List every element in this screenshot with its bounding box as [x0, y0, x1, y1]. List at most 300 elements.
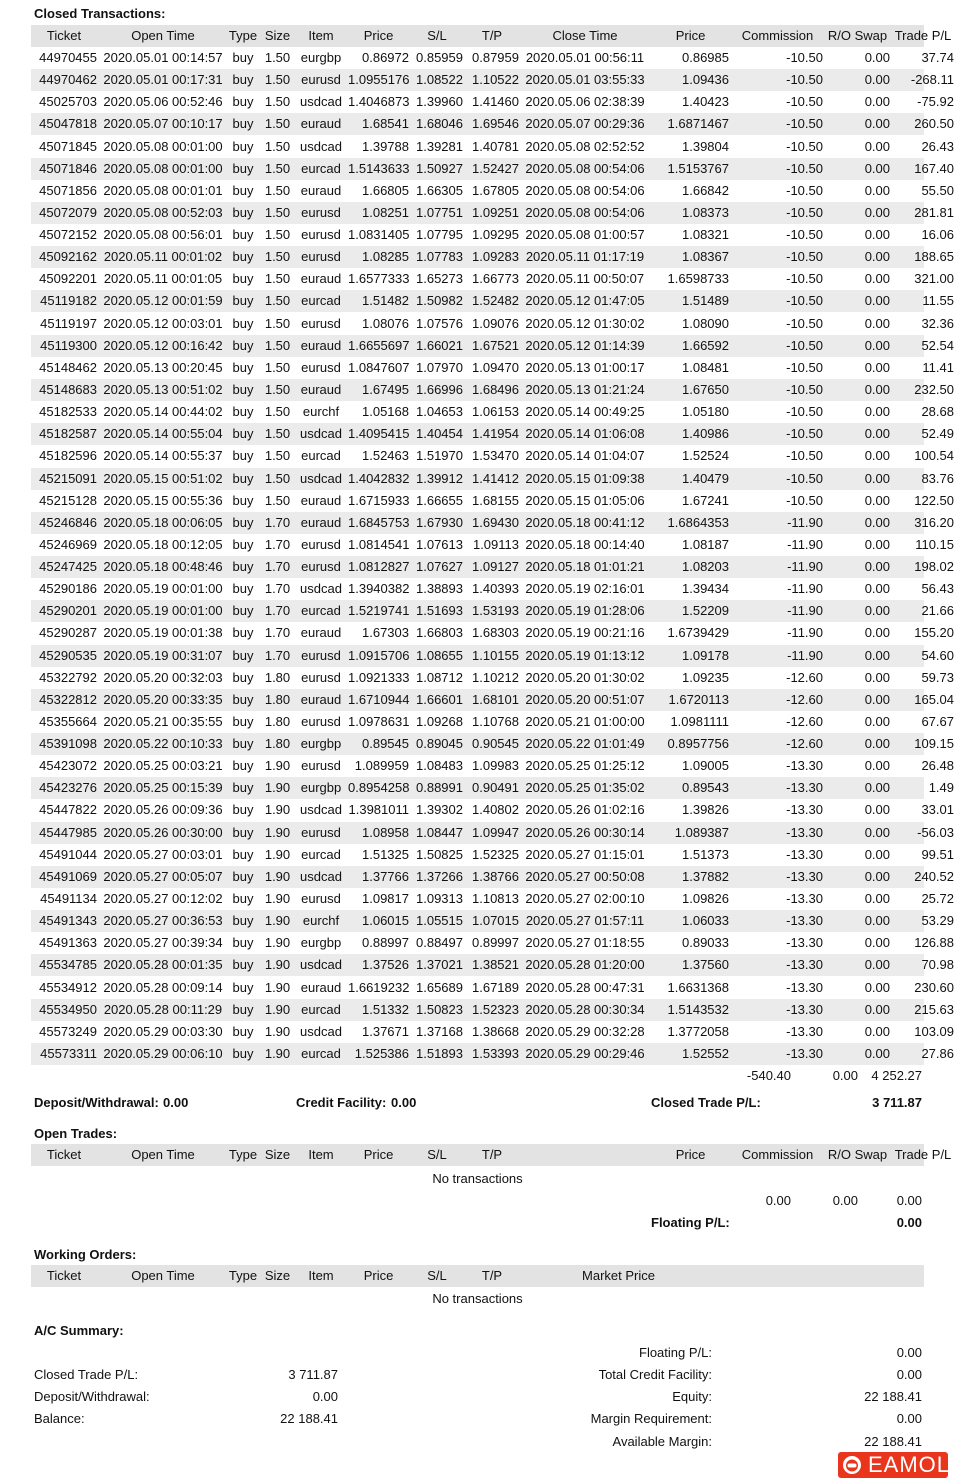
column-header: S/L	[427, 1147, 447, 1162]
cell-item: eurusd	[301, 249, 341, 265]
cell-open-time: 2020.05.18 00:48:46	[103, 559, 223, 574]
cell-size: 1.90	[264, 890, 291, 906]
cell-item: eurgbp	[300, 780, 342, 796]
cell-ticket: 45092201	[39, 271, 97, 287]
cell-close-time: 2020.05.07 00:29:36	[525, 116, 645, 132]
cell-close-price: 1.089387	[674, 824, 729, 840]
cell-ticket: 45491363	[39, 935, 97, 951]
cell-close-time: 2020.05.18 00:41:12	[525, 514, 645, 530]
cell-open-time: 2020.05.25 00:15:39	[103, 780, 223, 796]
cell-close-price: 1.08203	[682, 559, 729, 574]
cell-open-time: 2020.05.20 00:33:35	[103, 691, 223, 707]
column-header: Trade P/L	[894, 1147, 952, 1162]
cell-item: eurchf	[302, 404, 340, 420]
cell-size: 1.90	[264, 758, 291, 774]
cell-trade-pl: 53.29	[921, 913, 954, 929]
cell-open-time: 2020.05.14 00:55:04	[103, 426, 223, 442]
closed-total-pl: 4 252.27	[871, 1068, 922, 1083]
cell-open-time: 2020.05.08 00:01:00	[103, 138, 223, 154]
cell-ticket: 45119300	[40, 337, 97, 353]
cell-swap: 0.00	[864, 426, 890, 442]
cell-swap: 0.00	[864, 824, 890, 840]
cell-type: buy	[232, 116, 254, 132]
cell-open-time: 2020.05.21 00:35:55	[103, 713, 223, 729]
cell-ticket: 44970455	[39, 50, 97, 65]
cell-trade-pl: 110.15	[915, 536, 954, 552]
cell-close-time: 2020.05.15 01:05:06	[525, 492, 645, 508]
cell-open-time: 2020.05.18 00:12:05	[103, 536, 223, 552]
ac-equity-label: Equity:	[672, 1389, 712, 1404]
cell-item: eurusd	[301, 359, 341, 375]
cell-tp: 1.53393	[472, 1045, 519, 1061]
cell-open-time: 2020.05.13 00:20:45	[103, 359, 223, 375]
cell-sl: 1.07627	[416, 559, 463, 574]
cell-item: eurusd	[301, 315, 341, 331]
cell-close-time: 2020.05.14 00:49:25	[525, 404, 645, 420]
cell-price: 0.88997	[362, 935, 409, 951]
cell-swap: 0.00	[864, 1045, 890, 1061]
cell-type: buy	[232, 138, 254, 154]
cell-sl: 0.88497	[416, 935, 463, 951]
cell-size: 1.50	[264, 72, 291, 88]
cell-close-time: 2020.05.12 01:14:39	[525, 337, 645, 353]
cell-commission: -10.50	[786, 94, 823, 110]
cell-commission: -10.50	[786, 492, 823, 508]
cell-item: eurcad	[301, 160, 341, 176]
cell-swap: 0.00	[864, 1023, 890, 1039]
cell-size: 1.80	[264, 713, 291, 729]
cell-trade-pl: 27.86	[921, 1045, 954, 1061]
cell-item: eurusd	[301, 824, 341, 840]
cell-size: 1.50	[264, 293, 291, 309]
cell-item: usdcad	[300, 138, 342, 154]
cell-ticket: 45246969	[39, 536, 97, 552]
cell-open-time: 2020.05.15 00:55:36	[103, 492, 223, 508]
cell-close-price: 1.39826	[682, 802, 729, 818]
cell-price: 1.68541	[362, 116, 409, 132]
cell-close-price: 1.08321	[682, 227, 729, 242]
cell-price: 1.6655697	[348, 337, 410, 353]
cell-swap: 0.00	[864, 868, 890, 884]
cell-swap: 0.00	[864, 979, 890, 995]
cell-open-time: 2020.05.08 00:52:03	[103, 204, 223, 220]
cell-sl: 0.89045	[416, 736, 463, 751]
cell-tp: 1.40802	[472, 802, 519, 818]
cell-swap: 0.00	[864, 72, 890, 88]
cell-price: 1.0915706	[348, 647, 410, 663]
cell-close-price: 1.66592	[682, 337, 729, 353]
cell-item: eurusd	[301, 204, 341, 220]
cell-type: buy	[232, 935, 254, 951]
cell-trade-pl: 70.98	[921, 957, 954, 973]
cell-swap: 0.00	[864, 559, 890, 574]
cell-type: buy	[232, 72, 254, 88]
cell-trade-pl: 316.20	[914, 514, 954, 530]
cell-price: 1.66805	[362, 182, 409, 198]
cell-price: 1.0978631	[348, 713, 410, 729]
cell-type: buy	[232, 204, 254, 220]
cell-tp: 1.09251	[472, 204, 519, 220]
cell-tp: 1.68155	[472, 492, 519, 508]
cell-commission: -11.90	[787, 514, 823, 530]
column-header: Size	[264, 28, 291, 43]
cell-ticket: 45025703	[39, 94, 97, 110]
table-row	[31, 180, 954, 202]
cell-trade-pl: 21.66	[921, 603, 954, 619]
cell-swap: 0.00	[864, 470, 890, 486]
cell-trade-pl: 198.02	[914, 559, 954, 574]
ac-available-margin-value: 22 188.41	[864, 1434, 922, 1449]
cell-item: euraud	[300, 337, 342, 353]
cell-trade-pl: 155.20	[914, 625, 954, 641]
cell-sl: 1.08522	[416, 72, 463, 88]
cell-commission: -13.30	[786, 824, 823, 840]
table-row	[31, 711, 954, 733]
cell-price: 1.09817	[362, 890, 409, 906]
cell-item: euraud	[300, 514, 342, 530]
cell-open-time: 2020.05.08 00:01:00	[103, 160, 223, 176]
cell-ticket: 45290287	[39, 625, 97, 641]
cell-item: euraud	[300, 691, 342, 707]
cell-swap: 0.00	[864, 204, 890, 220]
cell-close-price: 1.0981111	[670, 713, 729, 729]
cell-commission: -13.30	[786, 780, 823, 796]
cell-commission: -10.50	[786, 50, 823, 65]
cell-open-time: 2020.05.27 00:03:01	[103, 846, 223, 862]
table-row	[31, 932, 954, 954]
cell-open-time: 2020.05.29 00:06:10	[103, 1045, 223, 1061]
cell-swap: 0.00	[864, 758, 890, 774]
table-row	[31, 556, 954, 578]
cell-close-price: 1.52209	[682, 603, 729, 619]
cell-trade-pl: 55.50	[921, 182, 954, 198]
cell-open-time: 2020.05.12 00:01:59	[103, 293, 223, 309]
cell-close-price: 1.6739429	[667, 625, 729, 641]
column-header: Ticket	[46, 28, 82, 43]
cell-size: 1.50	[264, 470, 291, 486]
cell-close-price: 1.5143532	[667, 1001, 729, 1017]
cell-size: 1.70	[264, 514, 291, 530]
cell-close-time: 2020.05.22 01:01:49	[525, 736, 645, 751]
cell-item: eurusd	[301, 758, 341, 774]
cell-close-price: 1.06033	[682, 913, 729, 929]
cell-ticket: 45355664	[39, 713, 97, 729]
cell-type: buy	[232, 603, 254, 619]
table-row	[31, 689, 954, 711]
cell-close-price: 1.39434	[682, 581, 729, 597]
cell-close-time: 2020.05.08 01:00:57	[525, 227, 645, 242]
cell-type: buy	[232, 359, 254, 375]
table-row	[31, 822, 954, 844]
cell-close-price: 0.89543	[682, 780, 729, 796]
cell-tp: 0.90545	[472, 736, 519, 751]
cell-open-time: 2020.05.14 00:44:02	[103, 404, 223, 420]
cell-close-time: 2020.05.26 00:30:14	[525, 824, 645, 840]
cell-price: 1.52463	[362, 448, 409, 464]
cell-close-time: 2020.05.27 00:50:08	[525, 868, 645, 884]
cell-close-time: 2020.05.12 01:30:02	[525, 315, 645, 331]
cell-sl: 1.65273	[416, 271, 463, 287]
cell-close-price: 1.52524	[682, 448, 729, 464]
cell-trade-pl: 260.50	[914, 116, 954, 132]
ac-floating-pl-label: Floating P/L:	[639, 1345, 712, 1360]
cell-trade-pl: 165.04	[914, 691, 954, 707]
column-header: Open Time	[131, 28, 195, 43]
cell-close-price: 1.08481	[682, 359, 729, 375]
cell-commission: -10.50	[786, 160, 823, 176]
cell-type: buy	[232, 758, 254, 774]
table-row	[31, 202, 954, 224]
cell-close-time: 2020.05.29 00:32:28	[525, 1023, 645, 1039]
cell-ticket: 45322812	[39, 691, 97, 707]
cell-trade-pl: 56.43	[921, 581, 954, 597]
column-header: Ticket	[46, 1268, 82, 1283]
cell-sl: 1.04653	[416, 404, 463, 420]
cell-size: 1.50	[264, 227, 291, 242]
ac-closed-pl-value: 3 711.87	[288, 1367, 338, 1382]
column-header: Commission	[741, 1147, 814, 1162]
cell-ticket: 45573311	[40, 1045, 97, 1061]
cell-size: 1.50	[264, 448, 291, 464]
cell-tp: 1.53193	[472, 603, 519, 619]
cell-close-price: 1.3772058	[667, 1023, 729, 1039]
cell-open-time: 2020.05.12 00:16:42	[103, 337, 223, 353]
cell-swap: 0.00	[864, 50, 890, 65]
cell-price: 0.8954258	[348, 780, 410, 796]
table-row	[31, 468, 954, 490]
cell-close-time: 2020.05.27 01:15:01	[525, 846, 645, 862]
cell-tp: 1.52427	[472, 160, 519, 176]
cell-ticket: 45322792	[39, 669, 97, 685]
cell-ticket: 45215091	[39, 470, 97, 486]
cell-size: 1.50	[264, 249, 291, 265]
cell-type: buy	[232, 1045, 254, 1061]
table-row	[31, 113, 954, 135]
cell-item: usdcad	[300, 868, 342, 884]
cell-sl: 1.05515	[416, 913, 463, 929]
closed-total-commission: -540.40	[746, 1068, 791, 1083]
cell-price: 1.0955176	[348, 72, 410, 88]
cell-type: buy	[232, 536, 254, 552]
open-total-commission: 0.00	[765, 1193, 791, 1208]
column-header: T/P	[481, 1268, 503, 1283]
cell-ticket: 45071856	[39, 182, 97, 198]
cell-open-time: 2020.05.08 00:01:01	[103, 182, 223, 198]
cell-tp: 1.38766	[472, 868, 519, 884]
cell-size: 1.90	[264, 1023, 291, 1039]
cell-item: eurgbp	[300, 50, 342, 65]
cell-close-time: 2020.05.27 01:57:11	[525, 913, 645, 929]
cell-ticket: 45071845	[39, 138, 97, 154]
cell-swap: 0.00	[864, 448, 890, 464]
cell-open-time: 2020.05.28 00:09:14	[103, 979, 223, 995]
column-header: Ticket	[46, 1147, 82, 1162]
cell-type: buy	[232, 271, 254, 287]
cell-commission: -13.30	[786, 758, 823, 774]
cell-tp: 1.06153	[472, 404, 519, 420]
cell-item: eurcad	[301, 1045, 341, 1061]
cell-trade-pl: 26.48	[921, 758, 954, 774]
cell-close-price: 1.40479	[682, 470, 729, 486]
cell-close-time: 2020.05.19 01:28:06	[525, 603, 645, 619]
cell-swap: 0.00	[864, 736, 890, 751]
cell-type: buy	[232, 249, 254, 265]
cell-close-time: 2020.05.18 00:14:40	[525, 536, 645, 552]
ac-margin-value: 0.00	[896, 1411, 922, 1426]
cell-swap: 0.00	[864, 315, 890, 331]
cell-item: eurcad	[301, 846, 341, 862]
table-row	[31, 977, 954, 999]
column-header: R/O Swap	[827, 28, 888, 43]
cell-item: usdcad	[300, 94, 342, 110]
cell-close-time: 2020.05.28 00:47:31	[525, 979, 645, 995]
cell-commission: -10.50	[786, 315, 823, 331]
cell-commission: -13.30	[786, 957, 823, 973]
table-row	[31, 290, 954, 312]
column-header: Price	[675, 1147, 706, 1162]
cell-tp: 1.53470	[472, 448, 519, 464]
cell-swap: 0.00	[864, 359, 890, 375]
robot-face-icon	[842, 1455, 862, 1475]
cell-price: 1.37671	[362, 1023, 409, 1039]
cell-trade-pl: 122.50	[914, 492, 954, 508]
cell-ticket: 45182596	[39, 448, 97, 464]
cell-size: 1.50	[264, 204, 291, 220]
cell-size: 1.70	[264, 625, 291, 641]
cell-tp: 1.10522	[472, 72, 519, 88]
cell-open-time: 2020.05.01 00:14:57	[103, 50, 223, 65]
cell-price: 1.6715933	[348, 492, 410, 508]
cell-open-time: 2020.05.27 00:39:34	[103, 935, 223, 951]
cell-close-price: 1.09235	[682, 669, 729, 685]
table-row	[31, 1043, 954, 1065]
table-row	[31, 954, 954, 976]
cell-swap: 0.00	[864, 647, 890, 663]
cell-tp: 1.66773	[472, 271, 519, 287]
cell-price: 1.51332	[362, 1001, 409, 1017]
cell-ticket: 45391098	[39, 736, 97, 751]
cell-sl: 1.39912	[416, 470, 463, 486]
cell-commission: -12.60	[786, 736, 823, 751]
cell-sl: 1.66996	[416, 381, 463, 397]
table-row	[31, 534, 954, 556]
table-row	[31, 999, 954, 1021]
cell-open-time: 2020.05.19 00:01:00	[103, 603, 223, 619]
ac-deposit-label: Deposit/Withdrawal:	[34, 1389, 150, 1404]
cell-tp: 1.07015	[472, 913, 519, 929]
cell-ticket: 45534785	[39, 957, 97, 973]
table-row	[31, 600, 954, 622]
cell-trade-pl: 25.72	[921, 890, 954, 906]
cell-tp: 1.69430	[472, 514, 519, 530]
cell-price: 1.089959	[354, 758, 409, 774]
cell-trade-pl: 167.40	[914, 160, 954, 176]
cell-trade-pl: -56.03	[917, 824, 954, 840]
table-row	[31, 799, 954, 821]
cell-ticket: 45290201	[39, 603, 97, 619]
table-row	[31, 490, 954, 512]
cell-type: buy	[232, 868, 254, 884]
cell-swap: 0.00	[864, 669, 890, 685]
credit-facility-value: 0.00	[391, 1095, 417, 1110]
table-row	[31, 578, 954, 600]
cell-commission: -10.50	[786, 72, 823, 88]
cell-size: 1.90	[264, 846, 291, 862]
cell-price: 1.525386	[354, 1045, 409, 1061]
cell-close-price: 1.37882	[682, 868, 729, 884]
cell-close-price: 1.6864353	[667, 514, 729, 530]
cell-ticket: 45491044	[39, 846, 97, 862]
cell-commission: -13.30	[786, 1001, 823, 1017]
cell-price: 1.37766	[362, 868, 409, 884]
cell-price: 1.4095415	[348, 426, 410, 442]
cell-item: usdcad	[300, 426, 342, 442]
cell-sl: 1.08712	[416, 669, 463, 685]
cell-type: buy	[232, 94, 254, 110]
cell-close-price: 1.67650	[682, 381, 729, 397]
cell-trade-pl: 59.73	[921, 669, 954, 685]
cell-tp: 1.10768	[472, 713, 519, 729]
cell-swap: 0.00	[864, 846, 890, 862]
cell-price: 1.08285	[362, 249, 409, 265]
cell-sl: 1.66803	[416, 625, 463, 641]
column-header: Open Time	[131, 1147, 195, 1162]
cell-price: 0.89545	[362, 736, 409, 751]
cell-swap: 0.00	[864, 404, 890, 420]
cell-close-time: 2020.05.08 00:54:06	[525, 182, 645, 198]
cell-type: buy	[232, 846, 254, 862]
cell-item: eurgbp	[300, 935, 342, 951]
cell-tp: 1.41412	[472, 470, 519, 486]
cell-sl: 1.50825	[416, 846, 463, 862]
cell-commission: -11.90	[787, 559, 823, 574]
cell-sl: 1.51693	[416, 603, 463, 619]
cell-size: 1.70	[264, 581, 291, 597]
cell-close-price: 1.5153767	[667, 160, 729, 176]
cell-item: usdcad	[300, 957, 342, 973]
column-header: Item	[308, 1268, 334, 1283]
cell-size: 1.80	[264, 669, 291, 685]
cell-size: 1.50	[264, 359, 291, 375]
cell-item: euraud	[300, 182, 342, 198]
column-header: Price	[363, 1147, 394, 1162]
open-trades-title: Open Trades:	[34, 1126, 118, 1141]
cell-type: buy	[232, 647, 254, 663]
cell-close-time: 2020.05.25 01:25:12	[525, 758, 645, 774]
cell-sl: 1.50982	[416, 293, 463, 309]
cell-ticket: 45423072	[39, 758, 97, 774]
cell-size: 1.90	[264, 935, 291, 951]
cell-sl: 1.07795	[416, 227, 463, 242]
cell-close-price: 1.40423	[682, 94, 729, 110]
cell-size: 1.90	[264, 979, 291, 995]
ac-deposit-value: 0.00	[312, 1389, 338, 1404]
cell-close-time: 2020.05.25 01:35:02	[525, 780, 645, 796]
cell-commission: -13.30	[786, 935, 823, 951]
cell-tp: 1.09470	[472, 359, 519, 375]
cell-swap: 0.00	[864, 337, 890, 353]
table-row	[31, 777, 954, 799]
cell-price: 1.0812827	[348, 559, 410, 574]
cell-close-time: 2020.05.18 01:01:21	[525, 559, 645, 574]
cell-sl: 1.50823	[416, 1001, 463, 1017]
cell-open-time: 2020.05.11 00:01:05	[103, 271, 223, 287]
cell-price: 1.6845753	[348, 514, 410, 530]
column-header: Price	[675, 28, 706, 43]
cell-price: 1.05168	[362, 404, 409, 420]
cell-close-time: 2020.05.19 00:21:16	[525, 625, 645, 641]
cell-price: 1.6710944	[348, 691, 410, 707]
